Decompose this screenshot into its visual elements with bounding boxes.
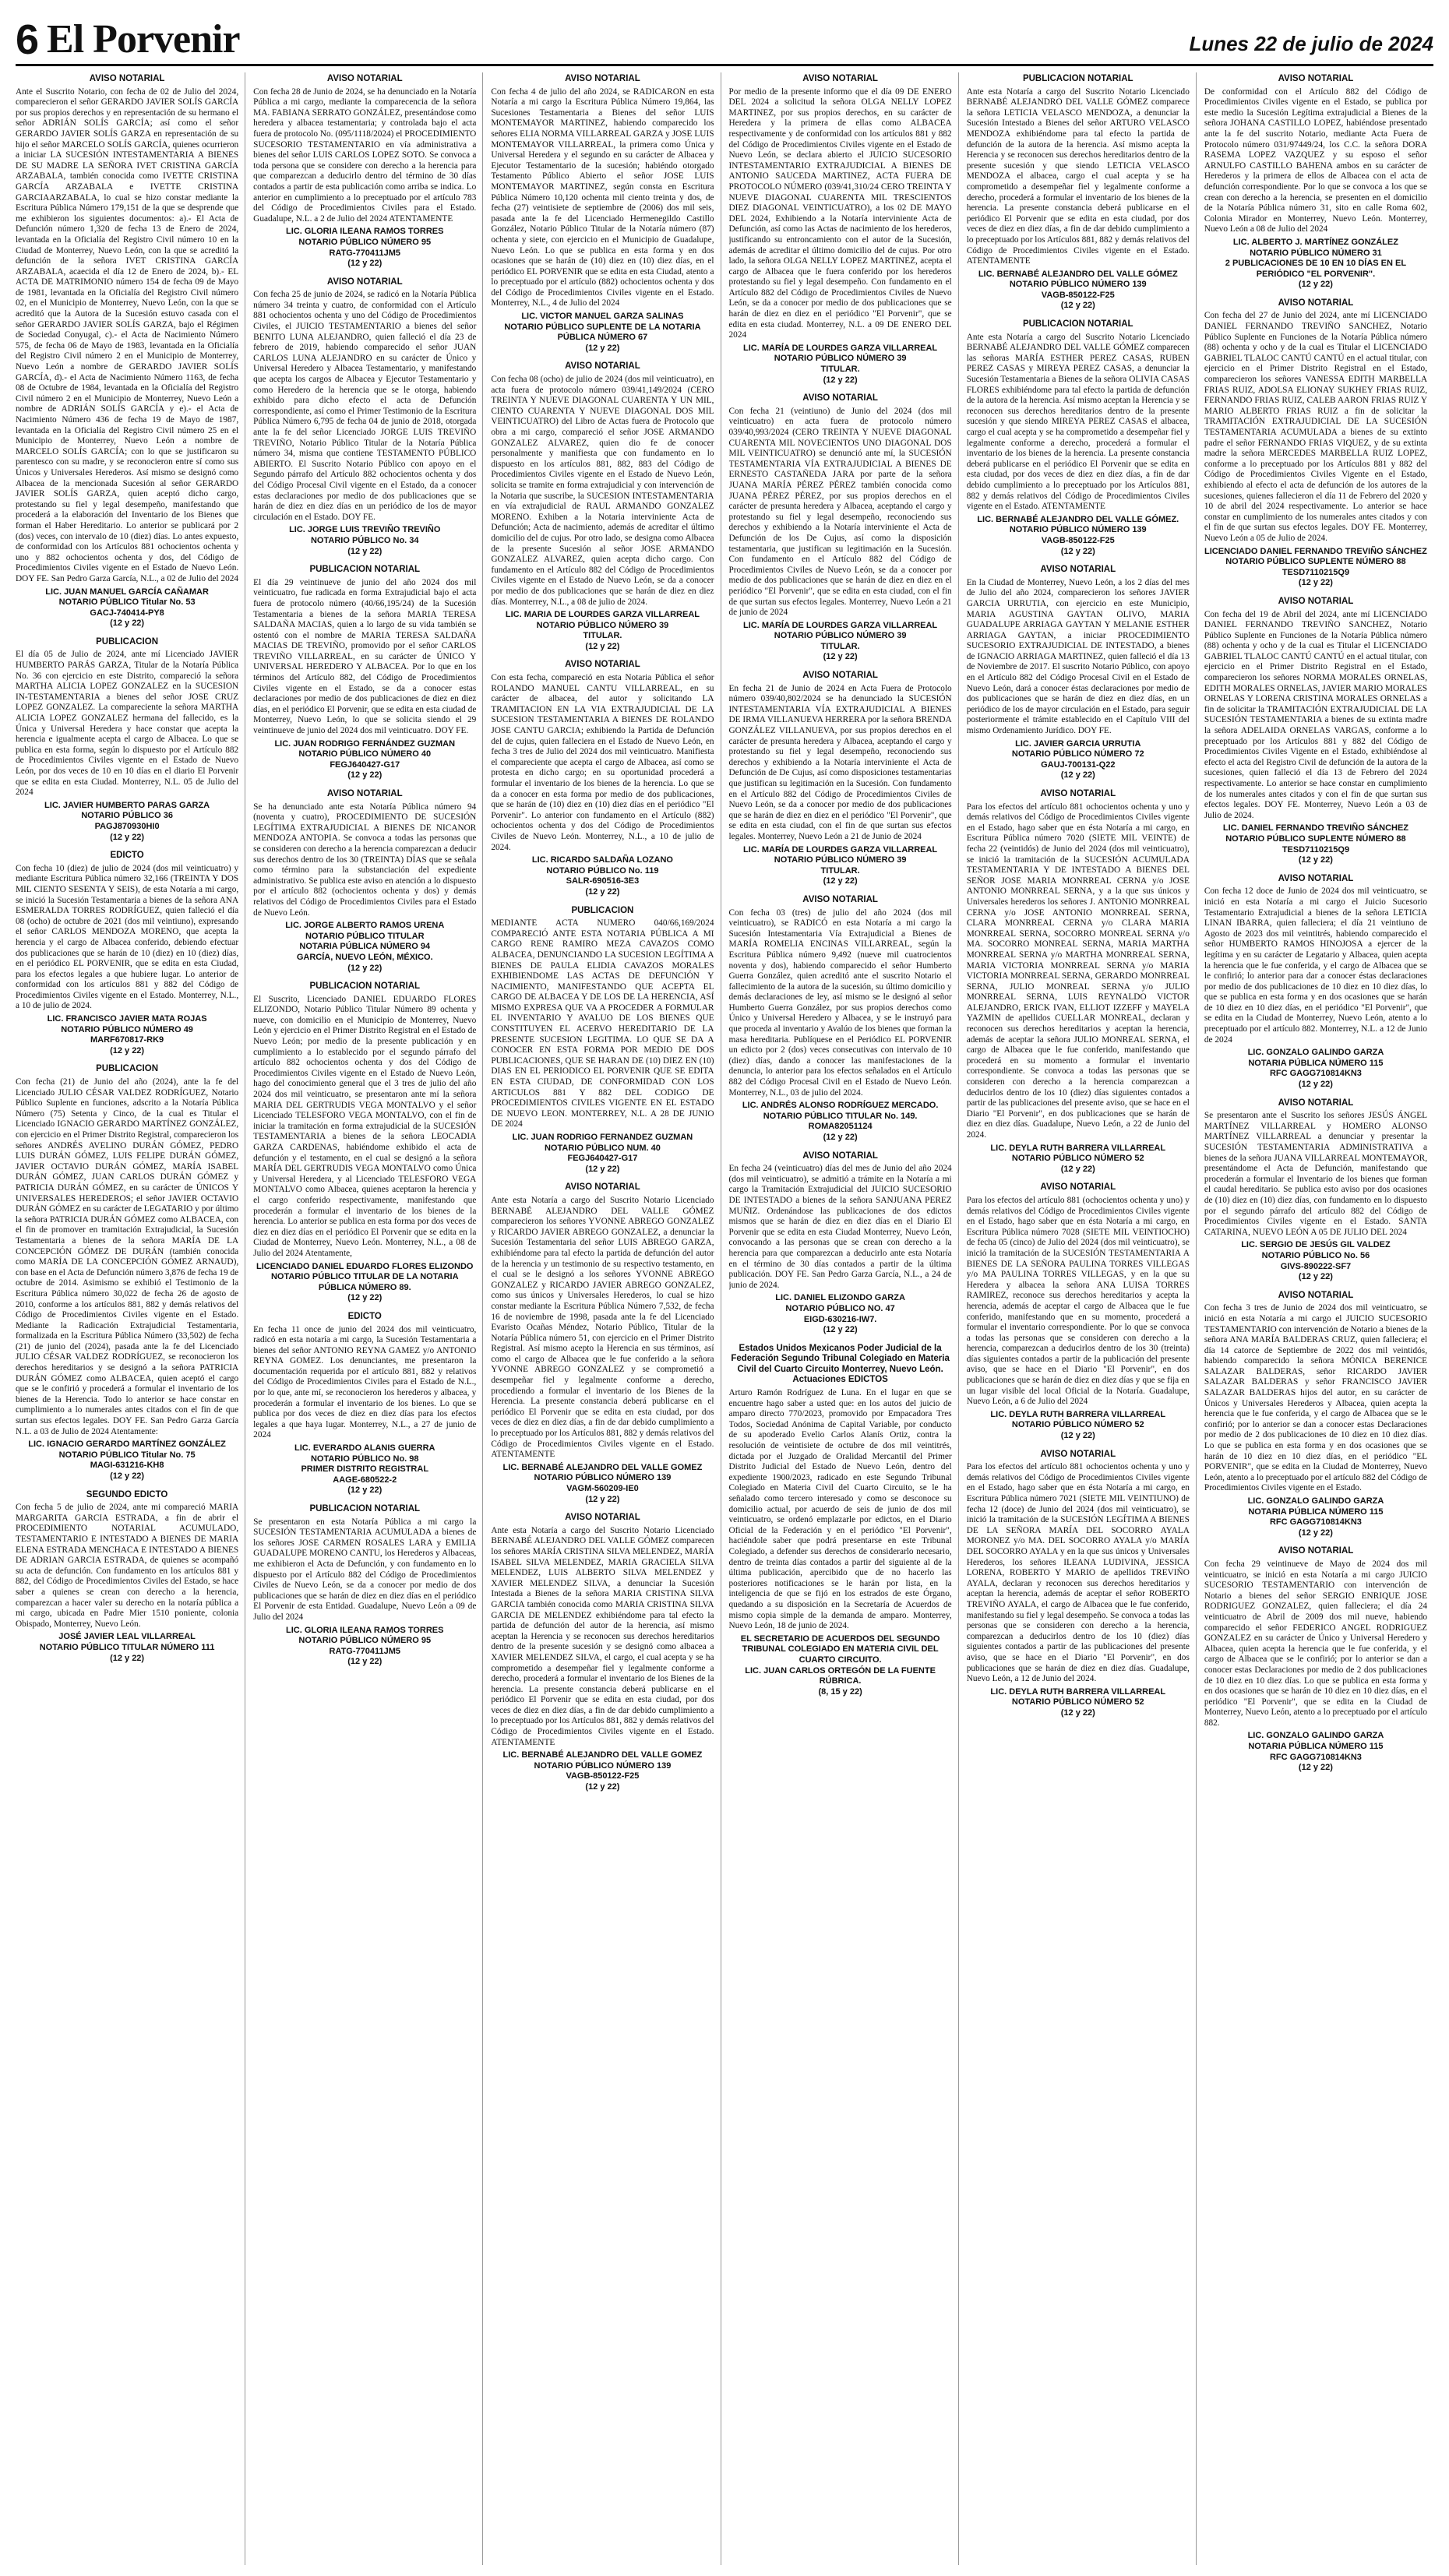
legal-notice — [253, 1504, 476, 1668]
notice-signature: LIC. JUAN RODRIGO FERNANDEZ GUZMAN NOTARIO PÚBLICO NUM. 40 FEGJ640427-G17 — [512, 1133, 693, 1164]
notice-signature: LICENCIADO DANIEL FERNANDO TREVIÑO SÁNCHEZ NOTARIO PÚBLICO SUPLENTE NÚMERO 88 TESD7110215Q9 — [1204, 546, 1427, 577]
notice-signature: LIC. JORGE LUIS TREVIÑO TREVIÑO NOTARIO PÚBLICO No. 34 — [289, 525, 441, 545]
notice-title: AVISO NOTARIAL — [1278, 1098, 1354, 1108]
legal-notice — [1204, 597, 1427, 866]
notice-publication-dates: (12 y 22) — [347, 546, 383, 556]
notice-title: PUBLICACION — [571, 905, 634, 915]
notice-title: PUBLICACION NOTARIAL — [309, 1504, 421, 1514]
notice-signature: LIC. JUAN RODRIGO FERNÁNDEZ GUZMAN NOTARIO PÚBLICO NÚMERO 40 FEGJ640427-G17 — [274, 738, 456, 770]
notice-publication-dates: (12 y 22) — [347, 259, 383, 269]
notice-body: En la Ciudad de Monterrey, Nuevo León, a los 2 días del mes de Julio del año 2024, comparecieron los señores JAVIER GARCIA URRUTIA, con ejercicio en este Municipio, MARIA AGUSTINA GAYTAN OLIVO, MARIA GUADALUPE ARRIAGA GAYTAN Y MELANIE ESTHER ARRIAGA GAYTAN, a iniciar PROCEDIMIENTO SUCESORIO EXTRAJUDICIAL DE INTESTADO, a bienes de IGNACIO ARRIAGA MARTINEZ, quien falleció el día 13 de Noviembre de 2017. El suscrito Notario Público, con apoyo en el Artículo 882 del Código Procesal Civil en el Estado de Nuevo León, dará a conocer éstas declaraciones por medio de dos publicaciones que se harán de diez en diez días, en un periódico de los de mayor circulación en el Estado, para seguir posteriormente el trámite establecido en el Capítulo VIII del mismo Ordenamiento Jurídico. DOY FE. — [966, 577, 1190, 736]
notice-publication-dates: (12 y 22) — [1298, 1528, 1333, 1538]
notice-publication-dates: (12 y 22) — [347, 1657, 383, 1667]
notice-title: AVISO NOTARIAL — [1040, 1182, 1116, 1193]
notice-signature: LIC. ALBERTO J. MARTÍNEZ GONZÁLEZ NOTARIO PÚBLICO NÚMERO 31 2 PUBLICACIONES DE 10 EN 10 DÍAS EN EL PERIÓDICO "EL PORVENIR". — [1225, 237, 1407, 279]
notice-title: AVISO NOTARIAL — [1040, 789, 1116, 798]
notice-body: Con fecha 5 de julio de 2024, ante mi compareció MARIA MARGARITA GARCIA ESTRADA, a fin de abrir el PROCEDIMIENTO NOTARIAL ACUMULADO, TESTAMENTARIO E INTESTADO A BIENES DE MARIA ELENA ESTRADA MENCHACA E INTESTADO A BIENES DE ADRIAN GARCIA ESTRADA, de quienes se acompañó su acta de defunción. Con fundamento en los artículos 881 y 882, del Código de Procedimientos Civiles del Estado, se hace saber a quienes se crean con derecho a la herencia, comparezcan a hacer valer su derecho en la notaría pública a mi cargo, ubicada en Padre Mier 1510 poniente, colonia Obispado, Monterrey, Nuevo León. — [16, 1503, 239, 1629]
notice-columns — [16, 72, 1433, 2565]
notice-body: Para los efectos del artículo 881 (ochocientos ochenta y uno) y demás relativos del Código de Procedimientos Civiles vigente en el Estado, hago saber que en ésta Notaría a mi cargo, en Escritura Pública número 7028 (SIETE MIL VEINTIOCHO) de fecha 05 (cinco) de Julio del 2024 (dos mil veinticuatro), se inició la tramitación de la SUCESIÓN TESTAMENTARIA A BIENES DE LA SEÑORA PAULINA TORRES VILLEGAS y/o MA PAULINA TORRES VILLEGAS, y en la que su Heredera y albacea la señora ANA LUISA TORRES RAMIREZ, reconoce sus derechos hereditarios y acepta la herencia, además de aceptar el cargo de Albacea que le fue conferido, manifestando que en su momento, procederá a formular el inventario correspondiente. Por lo que se convoca a todas las personas que se consideren con derecho a la herencia, comparezcan a deducirlos dentro de los 30 (treinta) días siguientes contados a partir de la publicación del presente aviso, que se hace en el Diario "El Porvenir", en dos publicaciones que se harán de diez en diez días y que se fija en un lugar visible del local Oficial de la Notaría. Guadalupe, Nuevo León, a 6 de Julio del 2024 — [966, 1195, 1190, 1407]
notice-signature: LIC. IGNACIO GERARDO MARTÍNEZ GONZÁLEZ NOTARIO PÚBLICO Titular No. 75 MAGI-631216-KH8 — [28, 1440, 226, 1471]
notice-body: Se presentaron ante el Suscrito los señores JESÚS ÁNGEL MARTÍNEZ VILLARREAL y HOMERO ALONSO MARTÍNEZ VILLARREAL a denunciar y presentar la SUCESIÓN TESTAMENTARIA ADMINISTRATIVA a bienes de la señora JUANA VILLARREAL MONTEMAYOR, presentándome el Acta de Defunción, manifestando que procederán a formular el Inventario de los bienes que forman el caudal hereditario. Se publica esto aviso por dos ocasiones de (10) diez en (10) diez días, con fundamento en lo dispuesto por el segundo párrafo del artículo 882 del Código de Procedimientos Civiles vigente en el Estado. SANTA CATARINA, NUEVO LEÓN A 05 DE JULIO DEL 2024 — [1204, 1111, 1428, 1237]
notice-signature: LIC. GONZALO GALINDO GARZA NOTARIA PÚBLICA NÚMERO 115 RFC GAGG710814KN3 — [1247, 1496, 1384, 1528]
masthead — [16, 14, 1433, 66]
notice-body: Se presentaron en esta Notaría Pública a mi cargo la SUCESIÓN TESTAMENTARIA ACUMULADA a bienes de los señores JOSE CARMEN ROSALES LARA y EMILIA GUADALUPE MORENO CANTU, los Herederos y Albaceas, me exhibieron el Acta de Defunción, y con fundamento en lo dispuesto por el Artículo 882 del Código de Procedimientos Civiles de Nuevo León, se da a conocer por medio de dos publicaciones que se harán de diez en diez días en el periódico El Porvenir de esta Entidad. Guadalupe, Nuevo León a 09 de Julio del 2024 — [253, 1517, 477, 1622]
notice-title: AVISO NOTARIAL — [565, 74, 640, 83]
notice-title: AVISO NOTARIAL — [1040, 565, 1116, 575]
legal-notice — [253, 789, 476, 974]
notice-publication-dates: (12 y 22) — [1298, 1763, 1333, 1773]
notice-signature: LIC. VICTOR MANUEL GARZA SALINAS NOTARIO PÚBLICO SUPLENTE DE LA NOTARIA PÚBLICA NÚMERO 67 — [504, 312, 701, 343]
notice-body: En fecha 11 once de junio del 2024 dos mil veinticuatro, radicó en esta notaría a mi cargo, la Sucesión Testamentaria a bienes del señor ANTONIO REYNA GAMEZ y/o ANTONIO REYNA GOMEZ. Los denunciantes, me presentaron la documentación requerida por el artículo 881, 882 y relativos del Código de Procedimientos Civiles para el Estado de N.L., por lo que, ante mí, se reconocieron los herederos y albacea, y procederán a formular el inventario de los bienes. Lo que se publica por dos veces de diez en diez días para los efectos legales a que haya lugar. Monterrey, N.L., a 27 de junio de 2024 — [253, 1324, 477, 1440]
page-number: 6 — [16, 16, 40, 63]
legal-notice — [253, 1312, 476, 1496]
notice-signature: LIC. SERGIO DE JESÚS GIL VALDEZ NOTARIO PÚBLICO No. 56 GIVS-890222-SF7 — [1241, 1240, 1391, 1271]
notice-body: Con fecha 12 doce de Junio de 2024 dos mil veinticuatro, se inició en esta Notaría a mi cargo el Juicio Sucesorio Testamentario Extrajudicial a bienes de la señora LETICIA LINAN IBARRA, quien falleciera; el día 21 veintiuno de Agosto de 2023 dos mil veintitrés, habiendo comparecido el señor HUMBERTO RAMOS HINOJOSA a ejercer de la legítima y en su carácter de Legatario y Albacea, quien acepta la herencia que le fue conferida, y el cargo de Albacea que se le confirió; lo anterior para dar a conocer éstas declaraciones por medio de dos publicaciones de 10 diez en 10 diez días, lo que se publica en esta forma y en dos ocasiones que se harán de 10 diez en 10 diez días, en el periódico "El Porvenir", que se edita en la Ciudad de Monterrey, Nuevo León, atento a lo preceptuado por el artículo 882. Monterrey, N.L. a 12 de Junio de 2024 — [1204, 886, 1428, 1045]
legal-notice — [729, 895, 952, 1144]
notice-body: MEDIANTE ACTA NUMERO 040/66,169/2024 COMPARECIÓ ANTE ESTA NOTARIA PÚBLICA A MI CARGO RENE RAMIRO MEZA CAVAZOS COMO ALBACEA, DENUNCIANDO LA SUCESION LEGÍTIMA A BIENES DE PAULA ELIDIA CAVAZOS MORALES EXHIBIENDOME LAS ACTAS DE DEFUNCIÓN Y NACIMIENTO, MANIFESTANDO QUE ACEPTA EL CARGO DE ALBACEA Y DE LOS DE LA HERENCIA, ASÍ MISMO EXPRESA QUE VA A PROCEDER A FORMULAR EL INVENTARIO Y AVALUO DE LOS BIENES QUE CONSTITUYEN EL ACERVO HEREDITARIO DE LA PRESENTE SUCESION LEGITIMA. LO QUE SE DA A CONOCER EN ESTA FORMA POR MEDIO DE DOS PUBLICACIONES, QUE SE HARAN DE (10) DIEZ EN (10) DIAS EN EL PERIODICO EL PORVENIR QUE SE EDITA EN ESTA CIUDAD, DE CONFORMIDAD CON LOS ARTICULOS 881 Y 882 DEL CODIGO DE PROCEDIMIENTOS CIVILES VIGENTE EN EL ESTADO DE NUEVO LEON. MONTERREY, N.L. A 28 DE JUNIO DE 2024 — [491, 918, 714, 1129]
legal-notice — [491, 1513, 714, 1792]
legal-notice — [967, 789, 1190, 1175]
notice-publication-dates: (12 y 22) — [110, 1045, 145, 1055]
legal-notice — [729, 393, 952, 663]
notice-body: Con fecha del 19 de Abril del 2024, ante mí LICENCIADO DANIEL FERNANDO TREVIÑO SANCHEZ, Notario Público Suplente en Funciones de la Notaría Pública número (88) ochenta y ocho y de la cual es Titular el LICENCIADO GABRIEL TLALOC CANTÚ CANTÚ en el actual titular, con ejercicio en el Primer Distrito Registral en el Estado, comparecieron los señores NORMA MORALES ORNELAS, EDITH MORALES ORNELAS, JAVIER MARIO MORALES ORNELAS Y LORENA CRISTINA MORALES ORNELAS a fin de solicitar la TRAMITACIÓN EXTRAJUDICIAL DE LA SUCESIÓN TESTAMENTARIA a bienes de su extinta madre la señora ADELAIDA ORNELAS VARGAS, conforme a lo preceptuado por los Artículos 881 y 882 del Código de Procedimientos Civiles Vigente en el Estado, exhibiéndose al efecto el acta del Registro Civil de defunción de la autora de la sucesiones, quien falleció el día 13 de Febrero del 2024 respectivamente. Lo anterior se hace constar en cumplimiento de los numerales antes citados y con el fin de que surtan sus efectos legales. DOY FE. Monterrey, Nuevo León a 03 de Julio de 2024. — [1204, 609, 1428, 820]
notice-title: AVISO NOTARIAL — [802, 671, 878, 681]
notice-signature: LIC. JAVIER GARCIA URRUTIA NOTARIO PÚBLICO NÚMERO 72 GAUJ-700131-Q22 — [1011, 738, 1144, 770]
notice-body: Con fecha 4 de julio del año 2024, se RADICARON en esta Notaría a mi cargo la Escritura Pública Número 19,864, las Sucesiones Testamentaria a Bienes del señor LUIS MONTEMAYOR MARTINEZ, habiendo comparecido los señores ELIA NORMA VILLARREAL GARZA y JOSE LUIS MONTEMAYOR VILLARREAL, la primera como Única y Universal Heredera y el segundo en su carácter de Albacea y Ejecutor Testamentario de la sucesión; habiéndo otorgado Testamento Público Abierto el señor JOSE LUIS MONTEMAYOR MARTINEZ, según consta en Escritura Pública Número 10,120 ochenta mil ciento treinta y dos, de fecha (27) veintisiete de septiembre de (2006) dos mil seis, pasada ante la fe del Licenciado Hermenegildo Castillo González, Notario Público Titular de la Notaría número (87) ochenta y siete, con ejercicio en el Municipio de Guadalupe, Nuevo León. Lo que se publica en esta forma y en dos ocasiones que se harán de (10) diez en (10) diez días, en el periódico EL PORVENIR que se edita en esta Ciudad, atento a lo preceptuado por el artículo (882) ochocientos ochenta y dos del Código de Procedimientos Civiles vigente en el Estado. Monterrey, N.L., 4 de Julio del 2024 — [491, 86, 714, 308]
notice-title: AVISO NOTARIAL — [326, 789, 403, 798]
legal-notice — [1204, 1291, 1427, 1539]
legal-notice — [491, 660, 714, 897]
notice-publication-dates: (12 y 22) — [347, 963, 383, 973]
column-2 — [253, 72, 483, 2565]
notice-title: AVISO NOTARIAL — [802, 894, 878, 904]
legal-notice — [491, 1182, 714, 1505]
notice-publication-dates: (12 y 22) — [823, 652, 858, 662]
legal-notice — [1204, 874, 1427, 1091]
notice-publication-dates: (12 y 22) — [1298, 578, 1333, 588]
column-1 — [16, 72, 245, 2565]
notice-title: AVISO NOTARIAL — [326, 277, 403, 287]
legal-notice — [729, 1151, 952, 1336]
legal-notice — [491, 906, 714, 1175]
notice-signature: LIC. BERNABÉ ALEJANDRO DEL VALLE GOMEZ NOTARIO PÚBLICO NÚMERO 139 VAGM-560209-IE0 — [502, 1462, 703, 1493]
notice-title: AVISO NOTARIAL — [802, 74, 878, 83]
notice-title: AVISO NOTARIAL — [326, 74, 403, 83]
notice-body: Ante esta Notaría a cargo del Suscrito Notario Licenciado BERNABÉ ALEJANDRO DEL VALLE GÓMEZ comparecieron los señores YVONNE ABREGO GONZALEZ y RICARDO JAVIER ABREGO GONZALEZ, a denunciar la Sucesión Testamentaria del señor LUIS ABREGO GARZA, exhibiéndome para tal efecto la partida de defunción del autor de la herencia y un testimonio de su respectivo testamento, en el cual se le designó a los señores YVONNE ABREGO GONZALEZ y RICARDO JAVIER ABREGO GONZALEZ, como sus únicos y Universales Herederos, lo cual se hizo constar mediante la Escritura Pública Número 7,532, de fecha 16 de noviembre de 1998, pasada ante la fe del Licenciado Evaristo Ocañas Méndez, Notario Público, Titular de la Notaría Pública número 51, con ejercicio en el Primer Distrito Registral. Así mismo acepto la Herencia en sus términos, así como el cargo de Albacea que le fue conferido a la señora YVONNE ABREGO GONZALEZ y se comprometió a desempeñar fiel y legalmente conforme a derecho, procediendo a formular el inventario de los Bienes de la Herencia. La presente constancia deberá publicarse en el periódico El Porvenir que se edita en esta ciudad, por dos veces de diez en diez días, a fin de dar debido cumplimiento a lo preceptuado por los Artículos 881, 882 y demás relativos del Código de Procedimientos Civiles vigente en el Estado. ATENTAMENTE — [491, 1195, 714, 1460]
column-4 — [729, 72, 959, 2565]
notice-signature: LIC. JAVIER HUMBERTO PARAS GARZA NOTARIO PÚBLICO 36 PAGJ870930HI0 — [44, 800, 210, 831]
notice-publication-dates: (12 y 22) — [585, 1782, 620, 1792]
legal-notice — [967, 1182, 1190, 1441]
legal-notice — [729, 74, 952, 386]
legal-notice — [253, 981, 476, 1304]
notice-title: PUBLICACION NOTARIAL — [1022, 74, 1133, 83]
notice-publication-dates: (12 y 22) — [823, 1325, 858, 1335]
notice-publication-dates: (12 y 22) — [585, 1494, 620, 1504]
notice-publication-dates: (12 y 22) — [1298, 1272, 1333, 1282]
notice-title: AVISO NOTARIAL — [1278, 873, 1354, 883]
legal-notice — [1204, 74, 1427, 291]
notice-body: Con fecha 03 (tres) de julio del año 2024 (dos mil veinticuatro), se RADICÓ en esta Notaría a mi cargo la Sucesión Intestamentaria Vía Extrajudicial a Bienes de MARÍA ROMELIA ENCINAS VILLARREAL, según la Escritura Pública número 9,492 (nueve mil cuatrocientos noventa y dos), habiendo comparecido el señor Humberto Guerra González, quien acreditó ante el suscrito Notario el fallecimiento de la autora de la sucesión, su último domicilio y demás declaraciones de ley, así mismo se le designó al señor Humberto Guerra González, por sus propios derechos como Único y Universal Heredero y Albacea, y se le instruyó para que proceda al inventario y Avalúo de los bienes que forman la masa hereditaria. Publíquese en el Periódico EL PORVENIR un edicto por 2 (dos) veces consecutivas con intervalo de 10 (diez) días, dando a conocer las manifestaciones de la denuncia, lo anterior para los efectos señalados en el Artículo 882 del Código Procesal Civil en el Estado de Nuevo León. Monterrey, N.L., 03 de julio del 2024. — [728, 907, 952, 1098]
notice-title: AVISO NOTARIAL — [1278, 74, 1354, 83]
legal-notice — [967, 1450, 1190, 1719]
notice-publication-dates: (12 y 22) — [823, 1133, 858, 1142]
legal-notice — [967, 74, 1190, 312]
notice-body: Con fecha 10 (diez) de julio de 2024 (dos mil veinticuatro) y mediante Escritura Pública número 32,166 (TREINTA Y DOS MIL CIENTO SESENTA Y SEIS), de esta Notaría a mi cargo, se inició la Sucesión Testamentaria a bienes de la señora ANA ESMERALDA TORRES RODRÍGUEZ, quien falleció el día 08 (ocho) de octubre de 2021 (dos mil veintiuno), expresando el señor CARLOS MENDOZA MORENO, que acepta la herencia y el cargo de Albacea conferido, debiendo efectuar dos publicaciones que se harán de 10 (diez) en 10 (diez) días, en el periódico EL PORVENIR, que se edita en esta Ciudad, para los efectos legales a que hubiere lugar. Lo anterior de conformidad con los artículos 881 y 882 del Código de Procedimientos Civiles vigente en el Estado. Monterrey, N.L., a 10 de julio de 2024. — [16, 863, 239, 1011]
notice-body: El día 29 veintinueve de junio del año 2024 dos mil veinticuatro, fue radicada en forma Extrajudicial bajo el acta fuera de protocolo número (40/66,195/24) de la Sucesión Testamentaria a bienes de la señora MARIA TERESA SALDAÑA MACIAS, quien a lo largo de su vida también se ostentó con el nombre de MARIA TERESA SALDAÑA MACIAS DE TREVIÑO, promovido por el señor CARLOS TREVIÑO VILLARREAL, en su carácter de ÚNICO Y UNIVERSAL HEREDERO Y ALBACEA. Por lo que en los términos del Artículo 882, del Código de Procedimientos Civiles vigente en el Estado, se da a conocer estas declaraciones por medio de dos publicaciones de diez en diez días, en el periódico El Porvenir, que se edita en esta ciudad de Monterrey, Nuevo León, lo que se solicita siendo el 29 veintinueve de junio del 2024 dos mil veinticuatro. DOY FE. — [253, 577, 477, 736]
legal-notice — [16, 1064, 238, 1482]
notice-publication-dates: (8, 15 y 22) — [818, 1686, 862, 1697]
notice-title: PUBLICACION — [96, 636, 159, 647]
notice-body: Ante el Suscrito Notario, con fecha de 02 de Julio del 2024, comparecieron el señor GERARDO JAVIER SOLÍS GARCÍA por sus propios derechos y en representación de su hermano el señor ADRIÁN SOLÍS GARCÍA; así como el señor GERARDO JAVIER SOLÍS GARZA en representación de su hijo el señor MARCELO SOLÍS GARCÍA, quienes ocurrieron a iniciar LA SUCESIÓN INTESTAMENTARIA A BIENES DE SU MADRE LA SEÑORA IVET CRISTINA GARCÍA ARZABALA, también conocida como IVETTE CRISTINA GARCÍA ARZABALA e IVETTE CRISTINA GARCIAARZABALA, lo cual se hizo constar mediante la Escritura Pública Número 179,151 de la que se desprende que me exhibieron los siguientes documentos: a).- El Acta de Defunción número 1,320 de fecha 13 de Enero de 2024, levantada en la Oficialía del Registro Civil número 10 en la Ciudad de Monterrey, Nuevo León, con la que se acreditó la defunción de la señora IVET CRISTINA GARCÍA ARZABALA, acaecida el día 12 de Enero de 2024, b).- EL ACTA DE MATRIMONIO número 154 de fecha 09 de Mayo de 1981, levantada en la Oficialía del Registro Civil número 02, en el Municipio de Monterrey, Nuevo León, con la que se acreditó que la Autora de la Sucesión estuvo casada con el señor GERARDO JAVIER SOLÍS GARZA, bajo el Régimen de Sociedad Conyugal, c).- el Acta de Nacimiento Número 575, de fecha 06 de Mayo de 1983, levantada en la Oficialía del Registro Civil número 2 en el Municipio de Monterrey, Nuevo León a nombre de GERARDO JAVIER SOLÍS GARCÍA, d).- el Acta de Nacimiento Número 1163, de fecha 08 de Octubre de 1984, levantada en la Oficialía del Registro Civil número 2 en el Municipio de Monterrey, Nuevo León a nombre de ADRIÁN SOLÍS GARCÍA y e).- el Acta de Nacimiento Número 436 de fecha 19 de Mayo de 1987, levantada en la Oficialía del Registro Civil número 25 en el Municipio de Monterrey, Nuevo León a nombre de MARCELO SOLÍS GARCÍA; con lo que se justificaron su parentesco con su madre, y se reconocieron entre sí como sus Únicos y Universales Herederos. Así mismo se designó como Albacea de la mencionada Sucesión al señor GERARDO JAVIER SOLÍS GARZA, quien aceptó dicho cargo, protestando su fiel y legal desempeño, manifestando que procederá a la elaboración del Inventario de los Bienes que forman el Haber Hereditario. Lo anterior se publicará por 2 (dos) veces, con intervalo de 10 (diez) días. Lo antes expuesto, de conformidad con los Artículos 881 ochocientos ochenta y uno y 882 ochocientos ochenta y dos, del Código de Procedimientos Civiles vigente en el Estado de Nuevo León. DOY FE. San Pedro Garza García, N.L., a 02 de Julio del 2024 — [16, 86, 239, 583]
notice-title: EDICTO — [110, 851, 144, 861]
notice-title: SEGUNDO EDICTO — [86, 1489, 168, 1499]
notice-publication-dates: (12 y 22) — [1298, 855, 1333, 865]
legal-notice — [729, 1344, 952, 1698]
legal-notice — [16, 637, 238, 843]
notice-body: De conformidad con el Artículo 882 del Código de Procedimientos Civiles vigente en el Estado, se publica por este medio la Sucesión Legítima extrajudicial a Bienes de la señora JOHANA CASTILLO LOPEZ, habiéndose presentado ante la fe del suscrito Notario, mediante Acta Fuera de Protocolo número 031/97449/24, los C.C. la señora DORA RASEMA LOPEZ VAZQUEZ y su esposo el señor ARNULFO CASTILLO BAHENA ambos en su carácter de Herederos y la primera de ellos de Albacea con el acta de defunción correspondiente. Por lo que se convoca a los que se crean con derecho a la herencia, se presenten en el domicilio de la Notaría Pública número 31, sito en calle Roma 602, Colonia Mirador en Monterrey, Nuevo León. Monterrey, Nuevo León a 08 de Julio del 2024 — [1204, 86, 1428, 234]
notice-signature: LIC. BERNABÉ ALEJANDRO DEL VALLE GÓMEZ NOTARIO PÚBLICO NÚMERO 139 VAGB-850122-F25 — [978, 269, 1178, 300]
notice-publication-dates: (12 y 22) — [110, 1471, 145, 1481]
notice-publication-dates: (12 y 22) — [347, 1485, 383, 1496]
notice-publication-dates: (12 y 22) — [1060, 1164, 1095, 1174]
legal-notice — [491, 74, 714, 354]
notice-signature: LIC. JORGE ALBERTO RAMOS URENA NOTARIO PÚBLICO TITULAR NOTARIA PÚBLICA NÚMERO 94 GARCÍA, NUEVO LEÓN, MÉXICO. — [285, 921, 445, 962]
notice-publication-dates: (12 y 22) — [347, 770, 383, 781]
notice-body: El Suscrito, Licenciado DANIEL EDUARDO FLORES ELIZONDO, Notario Público Titular Número 89 ochenta y nueve, con domicilio en el Municipio de Monterrey, Nuevo León y ejercicio en el Primer Distrito Registral en el Estado de Nuevo León; por medio de la presente publicación y en cumplimiento a lo establecido por el segundo párrafo del artículo 882 ochocientos ochenta y dos del Código de Procedimientos Civiles vigente en el Estado de Nuevo León, hago del conocimiento general que el 3 tres de julio del año 2024 dos mil veinticuatro, se presentaron ante mí la señora MARIA DEL GERTRUDIS VEGA MONTALVO y el señor Licenciado TELESFORO VEGA MONTALVO, con el fin de iniciar la tramitación en forma extrajudicial de la SUCESIÓN TESTAMENTARIA a bienes de la señora LEOCADIA GARZA CARDENAS, habiéndome exhibido el acta de defunción y el testamento, en el cual se designó a la señora MARÍA DEL GERTRUDIS VEGA MONTALVO como Única y Universal Heredera, y al Licenciado TELESFORO VEGA MONTALVO como Albacea, quienes aceptaron la herencia y el cargo conferido respectivamente, manifestando que procederán a formular el inventario de los bienes de la herencia. Lo anterior se publica en esta forma por dos veces de diez en diez días en el periódico El Porvenir que se edita en la Ciudad de Monterrey, Nuevo León. Monterrey, N.L., a 08 de Julio del 2024 Atentamente, — [253, 994, 477, 1258]
notice-signature: LIC. GLORIA ILEANA RAMOS TORRES NOTARIO PÚBLICO NÚMERO 95 RATG-770411JM5 — [286, 1625, 444, 1656]
notice-publication-dates: (12 y 22) — [1060, 770, 1095, 781]
notice-signature: LIC. MARÍA DE LOURDES GARZA VILLARREAL NOTARIO PÚBLICO NÚMERO 39 TITULAR. — [743, 343, 938, 375]
notice-body: Con fecha del 27 de Junio del 2024, ante mí LICENCIADO DANIEL FERNANDO TREVIÑO SANCHEZ, Notario Público Suplente en Funciones de la Notaría Pública número (88) ochenta y ocho y de la cual es Titular el LICENCIADO GABRIEL TLALOC CANTÚ CANTÚ en el actual titular, con ejercicio en el Primer Distrito Registral en el Estado, comparecieron los señores VANESSA EDITH MARBELLA FRIAS RUIZ, ADOLSA ELIONAY SUKHEY FRIAS RUIZ, FERNANDO FRIAS RUIZ, CALEB AARON FRIAS RUIZ Y MARIO ALBERTO FRIAS RUIZ a fin de solicitar la TRAMITACIÓN EXTRAJUDICIAL DE LA SUCESIÓN TESTAMENTARIA ACUMULADA a bienes de su extinto padre el señor FERNANDO FRIAS VIQUEZ, y de su extinta madre la señora MERCEDES MARBELLA RUIZ LOPEZ, conforme a lo preceptuado por los Artículos 881 y 882 del Código de Procedimientos Civiles Vigente en el Estado, exhibiendo al efecto el acta de defunción de los autores de la sucesiones, quienes fallecieron el día 11 de Febrero del 2020 y 10 de abril del 2024 respectivamente. Lo anterior se hace constar en cumplimiento de los numerales antes citados y con el fin de que surtan sus efectos legales. DOY FE. Monterrey, Nuevo León a 05 de Julio de 2024. — [1204, 311, 1428, 543]
notice-title: AVISO NOTARIAL — [1278, 596, 1354, 606]
notice-publication-dates: (12 y 22) — [585, 886, 620, 897]
notice-signature: LIC. MARÍA DE LOURDES GARZA VILLARREAL NOTARIO PÚBLICO NÚMERO 39 TITULAR. — [743, 620, 938, 651]
notice-title: AVISO NOTARIAL — [89, 74, 165, 83]
notice-body: Ante esta Notaría a cargo del Suscrito Notario Licenciado BERNABÉ ALEJANDRO DEL VALLE GÓMEZ comparecen las señoras MARÍA ESTHER PEREZ CASAS, RUBEN PEREZ CASAS y MIREYA PEREZ CASAS, a denunciar la Sucesión Testamentaria a Bienes de la señora OLIVIA CASAS FLORES exhibiéndome para tal efecto la partida de defunción de la autora de la herencia. Así mismo aceptan la Herencia y se reconocen sus derechos hereditarios dentro de la presente sucesión y que siendo MIREYA PEREZ CASAS el albacea, cargo el cual acepta y se ha comprometido a desempeñar fiel y legalmente conforme a derecho, procederá a formular el inventario de los bienes de la herencia. La presente constancia deberá publicarse en el periódico El Porvenir que se edita en esta ciudad, por dos veces de diez en diez días, a fin de dar debido cumplimiento a lo preceptuado por los Artículos 881, 882 y demás relativos del Código de Procedimientos Civiles vigente en el Estado. ATENTAMENTE — [966, 332, 1190, 512]
column-6 — [1204, 72, 1433, 2565]
notice-signature: LIC. DEYLA RUTH BARRERA VILLARREAL NOTARIO PÚBLICO NÚMERO 52 — [990, 1143, 1166, 1164]
notice-title: Estados Unidos Mexicanos Poder Judicial de la Federación Segundo Tribunal Colegiado en Materia Civil del Cuarto Circuito Monterrey, Nuevo León. Actuaciones EDICTOS — [731, 1343, 950, 1385]
notice-title: AVISO NOTARIAL — [565, 361, 640, 372]
notice-signature: LICENCIADO DANIEL EDUARDO FLORES ELIZONDO NOTARIO PÚBLICO TITULAR DE LA NOTARIA PÚBLICA NÚMERO 89. — [256, 1261, 474, 1292]
notice-body: Con fecha 3 tres de Junio de 2024 dos mil veinticuatro, se inició en esta Notaría a mi cargo el JUICIO SUCESORIO TESTAMENTARIO con intervención de Notario a bienes de la señora ANA MARÍA BALDERAS CRUZ, quien falleciera; el día 14 catorce de Septiembre de 2022 dos mil veintidós, habiendo comparecido la señora MÓNICA BERENICE SALAZAR BALDERAS, señor RICARDO JAVIER SALAZAR BALDERAS y señor FRANCISCO JAVIER SALAZAR BALDERAS hijos del autor, en su carácter de Únicos y Universales Herederos y Albacea, quien acepta la herencia que le fue conferida, y el cargo de Albacea que se le confirió; por lo anterior se dan a conocer estas Declaraciones por medio de 2 dos publicaciones de 10 diez en 10 diez días. Lo que se publica en esta forma y en dos ocasiones que se harán de 10 diez en 10 diez días, en el periódico "EL PORVENIR", que se edita en la Ciudad de Monterrey, Nuevo León, atento a lo preceptuado por el artículo 882 del Código de Procedimientos Civiles vigente en el Estado. — [1204, 1303, 1428, 1493]
legal-notice — [253, 277, 476, 557]
notice-signature: LIC. DEYLA RUTH BARRERA VILLARREAL NOTARIO PÚBLICO NÚMERO 52 — [990, 1409, 1166, 1430]
notice-title: PUBLICACION NOTARIAL — [309, 981, 421, 992]
notice-title: AVISO NOTARIAL — [565, 660, 640, 670]
notice-title: PUBLICACION NOTARIAL — [309, 565, 421, 575]
notice-body: Con fecha 21 (veintiuno) de Junio del 2024 (dos mil veinticuatro) en acta fuera de protocolo número 039/40,993/2024 (CERO TREINTA Y NUEVE DIAGONAL CUARENTA MIL NOVECIENTOS UNO DIAGONAL DOS MIL VEINTICUATRO) se denunció ante mí, la SUCESIÓN TESTAMENTARIA VÍA EXTRAJUDICIAL A BIENES DE ERNESTO CASTAÑEDA JARA por parte de la señora JUANA MARÍA PÉREZ PÉREZ también conocida como JUANA PÉREZ PÉREZ, por sus propios derechos en el carácter de presunta heredera y Albacea, aceptando el cargo y protestando su fiel y legal desempeño, reconociendo sus derechos y exhibiendo a la Notaría interviniente el Acta de Defunción de los De Cujus, así como la disposición testamentaria, que justifican su legitimación en la Sucesión. Con fundamento en el Artículo 882 del Código de Procedimientos Civiles de Nuevo León, se da a conocer por medio de dos publicaciones que se harán de diez en diez en el periódico "El Porvenir", que se edita en esta ciudad, con el fin de que surtan sus efectos legales. Monterrey, Nuevo León a 21 de junio de 2024 — [728, 406, 952, 618]
notice-signature: LIC. MARIA DE LOURDES GARZA VILLARREAL NOTARIO PÚBLICO NÚMERO 39 TITULAR. — [505, 610, 700, 641]
notice-publication-dates: (12 y 22) — [1298, 1080, 1333, 1090]
notice-title: EDICTO — [347, 1311, 382, 1321]
notice-body: Con fecha 25 de junio de 2024, se radicó en la Notaría Pública número 34 treinta y cuatro, de conformidad con el Artículo 881 ochocientos ochenta y uno del Código de Procedimientos Civiles, el JUICIO TESTAMENTARIO a bienes del señor BENITO LUNA ALEJANDRO, quien falleció el día 23 de febrero de 2019, habiendo comparecido el señor JUAN CARLOS LUNA ALEJANDRO en su carácter de Único y Universal Heredero y Albacea Testamentario, y manifestando que acepta los cargos de Albacea y Ejecutor Testamentario y como Heredero de la herencia que se le otorga, habiendo exhibido para dicho efecto el acta de Defunción correspondiente, así como el Primer Testimonio de la Escritura Pública Número 6,795 de fecha 04 de junio de 2018, otorgada ante la fe del señor Licenciado JORGE LUIS TREVIÑO TREVIÑO, Notario Público Titular de la Notaría Pública número 34, misma que contiene TESTAMENTO PÚBLICO ABIERTO. El Suscrito Notario Público con apoyo en el Segundo párrafo del Artículo 882 ochocientos ochenta y dos del Código Procesal Civil vigente en el Estado, da a conocer estas declaraciones por medio de dos publicaciones que se harán de diez en diez días en un periódico de los de mayor circulación en el Estado. DOY FE. — [253, 290, 477, 522]
notice-body: Con fecha 28 de Junio de 2024, se ha denunciado en la Notaría Pública a mi cargo, mediante la comparecencia de la señora MA. FABIANA SERRATO GONZÁLEZ, presentándose como heredera y albacea testamentaria; y controlada bajo el acta fuera de protocolo No. (095/1118/2024) el PROCEDIMIENTO SUCESORIO TESTAMENTARIO en vía administrativa a bienes del señor LUIS CARLOS LOPEZ SOTO. Se convoca a toda persona que se considere con derecho a la herencia para que comparezcan a deducirlo dentro del término de 30 días contados a partir de esta publicación como arriba se indica. Lo anterior en cumplimiento a lo preceptuado por el artículo 783 del Código de Procedimientos Civiles para el Estado. Guadalupe, N.L. a 2 de Julio del 2024 ATENTAMENTE — [253, 86, 477, 224]
notice-publication-dates: (12 y 22) — [1060, 1707, 1095, 1718]
notice-publication-dates: (12 y 22) — [110, 1653, 145, 1663]
notice-body: Con esta fecha, compareció en esta Notaria Pública el señor ROLANDO MANUEL CANTU VILLARREAL, en su carácter de albacea, del autor y solicitando LA TRAMITACION EN LA VIA EXTRAJUDICIAL DE LA SUCESION TESTAMENTARIA A BIENES DE ROLANDO JOSE CANTU GARCIA; exhibiendo la Partida de Defunción del de cujus, quien falleciera en el Estado de Nuevo León, en fecha 3 tres de Julio del 2024 dos mil veinticuatro. Manifiesta el compareciente que acepta el cargo de Albacea, así como se protesta en dicho cargo; en su oportunidad procederá a formular el inventario de los bienes de la herencia. Lo que se da a conocer en esta forma por medio de dos publicaciones, que se harán de (10) diez en (10) diez días en el periódico "El Porvenir". Lo anterior con fundamento en el Artículo (882) ochocientos ochenta y dos del Código de Procedimientos Civiles de Nuevo León. Monterrey, N.L., a 10 de julio de 2024. — [491, 673, 714, 852]
notice-body: Con fecha 08 (ocho) de julio de 2024 (dos mil veinticuatro), en acta fuera de protocolo número 039/41,149/2024 (CERO TREINTA Y NUEVE DIAGONAL CUARENTA Y UN MIL, CIENTO CUARENTA Y NUEVE DIAGONAL DOS MIL VEINTICUATRO) del Libro de Actas fuera de Protocolo que obra a mi cargo, compareció el señor JOSE ARMANDO GONZALEZ ALVAREZ, quien dio fe de conocer personalmente y manifiesta que con fundamento en lo dispuesto en los artículos 881, 882, 883 del Código de Procedimientos Civiles vigente en el Estado de Nuevo León, solicita se tramite en forma extrajudicial y con intervención de la Notaria que suscribe, la SUCESION INTESTAMENTARIA en vía extrajudicial de RAUL ARMANDO GONZALEZ MORENO. Exhiben a la Notaria interviniente Acta de Defunción; Acta de nacimiento, además de acreditar el último domicilio del de cujus. Por otro lado, se designa como Albacea de la presente Sucesión al señor JOSE ARMANDO GONZALEZ ALVAREZ, quien acepta dicho cargo. Con fundamento en el Artículo 882 del Código de Procedimientos Civiles vigente en el Estado de Nuevo León, se da a conocer por medio de dos publicaciones que se harán de diez en diez días. Monterrey, N.L., a 08 de julio de 2024. — [491, 375, 714, 607]
notice-signature: LIC. MARÍA DE LOURDES GARZA VILLARREAL NOTARIO PÚBLICO NÚMERO 39 TITULAR. — [743, 844, 938, 876]
notice-signature: LIC. GONZALO GALINDO GARZA NOTARIA PÚBLICA NÚMERO 115 RFC GAGG710814KN3 — [1247, 1731, 1384, 1762]
notice-signature: LIC. DANIEL ELIZONDO GARZA NOTARIO PÚBLICO NO. 47 EIGD-630216-IW7. — [775, 1293, 905, 1324]
legal-notice — [16, 1490, 238, 1665]
notice-body: Arturo Ramón Rodríguez de Luna. En el lugar en que se encuentre hago saber a usted que: en los autos del juicio de amparo directo 770/2023, promovido por Empacadora Tres Todos, Sociedad Anónima de Capital Variable, por conducto de su apoderado Evelio Carlos Alanís Ortiz, contra la resolución de veintisiete de octubre de dos mil veintitrés, dictada por el Juzgado de Oralidad Mercantil del Primer Distrito Judicial del Estado de Nuevo León, dentro del expediente 1900/2023, radicado en este Segundo Tribunal Colegiado en Materia Civil del Cuarto Circuito, se le ha señalado como tercero interesado y como se desconoce su domicilio actual, por acuerdo de seis de junio de dos mil veinticuatro, se ordenó emplazarle por edictos, en el Diario Oficial de la Federación y en el periódico "El Porvenir", haciéndole saber que podrá presentarse en este Tribunal Colegiado, a defender sus derechos de considerarlo necesario, dentro de treinta días contados a partir del siguiente al de la última publicación, apercibido que de no hacerlo las posteriores notificaciones se le harán por lista, en la inteligencia de que se fijó en los estrados de este Órgano, quedando a su disposición en la Secretaría de Acuerdos de mismo copia simple de la demanda de amparo. Monterrey, Nuevo León, 18 de junio de 2024. — [728, 1388, 952, 1631]
notice-signature: LIC. RICARDO SALDAÑA LOZANO NOTARIO PÚBLICO No. 119 SALR-690516-3E3 — [531, 855, 673, 886]
notice-body: El día 05 de Julio de 2024, ante mí Licenciado JAVIER HUMBERTO PARÁS GARZA, Titular de la Notaría Pública No. 36 con ejercicio en este Distrito, compareció la señora MARTHA ALICIA LOPEZ GONZALEZ en la SUCESION IN-TESTAMENTARIA a bienes del señor JOSE CRUZ LOPEZ GONZALEZ. La compareciente la señora MARTHA ALICIA LOPEZ GONZALEZ hermana del fallecido, es la Única y Universal Heredera y hace constar que acepta la herencia e igualmente acepta el cargo de Albacea. Lo que se publica en esta forma, según lo dispuesto por el Artículo 882 de Procedimientos Civiles vigente en el Estado de Nuevo León, por dos veces de 10 en 10 días en el diario El Porvenir que se edita en esta Ciudad. Monterrey, N.L. 05 de Julio del 2024 — [16, 650, 239, 798]
notice-signature: LIC. DANIEL FERNANDO TREVIÑO SÁNCHEZ NOTARIO PÚBLICO SUPLENTE NÚMERO 88 TESD7110215Q9 — [1222, 823, 1409, 855]
legal-notice — [16, 74, 238, 629]
notice-signature: JOSÉ JAVIER LEAL VILLARREAL NOTARIO PÚBLICO TITULAR NÚMERO 111 — [39, 1632, 215, 1652]
legal-notice — [253, 74, 476, 270]
notice-title: AVISO NOTARIAL — [1040, 1449, 1116, 1459]
notice-title: AVISO NOTARIAL — [1278, 298, 1354, 308]
notice-title: AVISO NOTARIAL — [802, 393, 878, 403]
notice-body: Ante esta Notaría a cargo del Suscrito Notario Licenciado BERNABÉ ALEJANDRO DEL VALLE GÓMEZ comparece la señora LETICIA VELASCO MENDOZA, a denunciar la Sucesión Intestado a Bienes del señor ARTURO VELASCO MENDOZA exhibiéndome para tal efecto la partida de defunción de la autora de la herencia. Así mismo acepta la Herencia y se reconocen sus derechos hereditarios dentro de la presente sucesión y que siendo LETICIA VELASCO MENDOZA el albacea, cargo el cual acepta y se ha comprometido a desempeñar fiel y legalmente conforme a derecho, procederá a formular el inventario de los bienes de la herencia. La presente constancia deberá publicarse en el periódico El Porvenir que se edita en esta ciudad, por dos veces de diez en diez días, a fin de dar debido cumplimiento a lo preceptuado por los Artículos 881, 882 y demás relativos del Código de Procedimientos Civiles vigente en el Estado. ATENTAMENTE — [966, 86, 1190, 266]
notice-body: Para los efectos del artículo 881 ochocientos ochenta y uno y demás relativos del Código de Procedimientos Civiles vigente en el Estado, hago saber que en ésta Notaría a mi cargo, en Escritura Pública número 7021 (SIETE MIL VEINTIUNO) de fecha 12 (doce) de Junio del 2024 (dos mil veinticuatro), se inició la tramitación de la SUCESIÓN LEGÍTIMA A BIENES DE LA SEÑORA MARÍA DEL SOCORRO AYALA MORONEZ y/o MA. DEL SOCORRO AYALA y/o MARÍA DEL SOCORRO AYALA y en la que sus únicos y Universales Herederos, los señores ILEANA LUDIVINA, JESSICA LORENA, ROBERTO Y MARIO de apellidos TREVIÑO AYALA, declaran y reconocen sus derechos hereditarios y aceptan la herencia, además de aceptar el señor ROBERTO TREVIÑO AYALA, el cargo de Albacea que le fue conferido, manifestando su fiel y legal desempeño. Se convoca a todas las personas que se consideren con derecho a la herencia, comparezcan a deducirlos dentro de los 10 (diez) días siguientes contados a partir de las publicaciones del presente aviso, que se hace en el Diario "El Porvenir", en dos publicaciones que se harán de diez en diez días. Guadalupe, Nuevo León, a 12 de Junio del 2024. — [966, 1462, 1190, 1684]
notice-body: Para los efectos del artículo 881 ochocientos ochenta y uno y demás relativos del Código de Procedimientos Civiles vigente en el Estado, hago saber que en ésta Notaría a mi cargo, en Escritura Pública número 7020 (SIETE MIL VEINTE) de fecha 22 (veintidós) de Junio del 2024 (dos mil veinticuatro), se inició la tramitación de la SUCESIÓN ACUMULADA TESTAMENTARIA Y DE INTESTADO A BIENES DEL SEÑOR JOSE MARIA MONRREAL CERNA y/o JOSE ANTONIO MONRREAL SERNA, y a la que sus únicos y Universales herederos los señores J. ANTONIO MONRREAL CERNA y/o JOSE ANTONIO MONRREAL SERNA, CLARA MONRREAL CERNA y/o CLARA MARIA MONRREAL SERNA, SOCORRO MONREAL SERNA y/o MA. SOCORRO MONREAL SERNA, MARIA MARTHA MONRREAL SERNA y/o MARTHA MONRREAL SERNA, MARIA VICTORIA MONRREAL SERNA y/o MARIA VICTORIA MONRREAL SERNA, GERARDO MONRREAL SERNA, JULIO MONREAL SERNA y/o JULIO MONRREAL SERNA, LUIS REYNALDO VICTOR ALEJANDRO, ERICK IVAN, ELLIOT IZZEFF y MAYELA YAZMIN de apellidos CUELLAR MONREAL, declaran y reconocen sus derechos hereditarios y aceptan la herencia, además de aceptar la señora JULIO MONREAL SERNA, el cargo de Albacea que le fue conferido, manifestando que procederá en su momento a formular el inventario correspondiente. Se convoca a todas las personas que se consideren con derecho a la herencia comparezcan a deducirlos dentro de los 10 (diez) días siguientes contados a partir de las publicaciones del presente aviso, que se hace en el Diario "El Porvenir", en dos publicaciones que se harán de diez en diez días. Guadalupe, Nuevo León, a 22 de Junio del 2024. — [966, 802, 1190, 1140]
legal-notice — [967, 319, 1190, 557]
notice-body: En fecha 21 de Junio de 2024 en Acta Fuera de Protocolo número 039/40,802/2024 se ha denunciado la SUCESIÓN INTESTAMENTARIA VÍA EXTRAJUDICIAL A BIENES DE IRMA VILLANUEVA HERRERA por la señora BRENDA GONZÁLEZ VILLANUEVA, por sus propios derechos en el carácter de presunta heredera y Albacea, aceptando el cargo y protestando su fiel y legal desempeño, reconociendo sus derechos y exhibiendo a la Notaría interviniente el Acta de Defunción de De Cujus, así como disposiciones testamentarias que justifican su legitimación en la Sucesión. Con fundamento en el Artículo 882 del Código de Procedimientos Civiles de Nuevo León, se da a conocer por medio de dos publicaciones que se harán de diez en diez en el periódico "El Porvenir", que se edita en esta ciudad, con el fin de que surtan sus efectos legales. Monterrey, Nuevo León a 21 de Junio de 2024 — [728, 683, 952, 841]
notice-signature: LIC. DEYLA RUTH BARRERA VILLARREAL NOTARIO PÚBLICO NÚMERO 52 — [990, 1686, 1166, 1707]
notice-publication-dates: (12 y 22) — [1060, 301, 1095, 311]
notice-body: Ante esta Notaría a cargo del Suscrito Notario Licenciado BERNABÉ ALEJANDRO DEL VALLE GÓMEZ comparecen los señores MARÍA CRISTINA SILVA MELENDEZ, MARÍA ISABEL SILVA MELENDEZ, MARIA GRACIELA SILVA MELENDEZ, LUIS ALBERTO SILVA MELENDEZ y XAVIER MELENDEZ SILVA, a denunciar la Sucesión Intestada a Bienes de la señora MARIA CRISTINA SILVA GARCIA también conocida como MARIA CRISTINA SILVA GARCIA DE MELENDEZ exhibiéndome para tal efecto la partida de defunción del autor de la herencia, así mismo aceptan la Herencia y se reconocen sus derechos hereditarios dentro de la presente sucesión y se designó como albacea a XAVIER MELENDEZ SILVA, el cargo, el cual acepta y se ha comprometido a desempeñar fiel y legalmente conforme a derecho, procederá a formular el inventario de los Bienes de la herencia. La presente constancia deberá publicarse en el periódico El Porvenir que se edita en esta ciudad, por dos veces de diez en diez días, a fin de dar debido cumplimiento a lo preceptuado por los Artículos 881, 882 y demás relativos del Código de Procedimientos Civiles vigente en el Estado. ATENTAMENTE — [491, 1525, 714, 1747]
notice-publication-dates: (12 y 22) — [823, 876, 858, 886]
notice-signature: LIC. FRANCISCO JAVIER MATA ROJAS NOTARIO PÚBLICO NÚMERO 49 MARF670817-RK9 — [47, 1014, 207, 1045]
notice-publication-dates: (12 y 22) — [110, 832, 145, 842]
notice-publication-dates: (12 y 22) — [585, 1164, 620, 1174]
notice-body: Se ha denunciado ante esta Notaría Pública número 94 (noventa y cuatro), PROCEDIMIENTO DE SUCESIÓN LEGÍTIMA EXTRAJUDICIAL A BIENES DE NICANOR MENDOZA ANTOPIA. Se convoca a todas las personas que se consideren con derecho a la herencia comparezcan a deducir sus derechos dentro de los 30 (TREINTA) DÍAS que se señala como término para la substanciación del expediente administrativo. Se publica este aviso en atención a lo dispuesto por el artículo 882 (ochocientos ochenta y dos) y demás relativos del Código de Procedimientos Civiles para el Estado de Nuevo León. — [253, 802, 477, 918]
notice-signature: LIC. GLORIA ILEANA RAMOS TORRES NOTARIO PÚBLICO NÚMERO 95 RATG-770411JM5 — [286, 227, 444, 258]
notice-signature: LIC. GONZALO GALINDO GARZA NOTARIA PÚBLICA NÚMERO 115 RFC GAGG710814KN3 — [1247, 1048, 1384, 1079]
notice-publication-dates: (12 y 22) — [823, 375, 858, 385]
notice-signature: LIC. EVERARDO ALANIS GUERRA NOTARIO PÚBLICO No. 98 PRIMER DISTRITO REGISTRAL AAGE-680522-2 — [294, 1443, 435, 1485]
legal-notice — [967, 565, 1190, 781]
notice-publication-dates: (12 y 22) — [585, 641, 620, 651]
notice-publication-dates: (12 y 22) — [585, 343, 620, 353]
notice-title: AVISO NOTARIAL — [1278, 1290, 1354, 1300]
legal-notice — [1204, 1546, 1427, 1773]
legal-notice — [491, 361, 714, 652]
legal-notice — [1204, 1098, 1427, 1283]
legal-notice — [729, 671, 952, 887]
legal-notice — [16, 851, 238, 1056]
notice-signature: EL SECRETARIO DE ACUERDOS DEL SEGUNDO TRIBUNAL COLEGIADO EN MATERIA CIVIL DEL CUARTO CIRCUITO. LIC. JUAN CARLOS ORTEGÓN DE LA FUENTE RÚBRICA. — [740, 1633, 940, 1686]
notice-publication-dates: (12 y 22) — [1060, 546, 1095, 556]
notice-body: En fecha 24 (veinticuatro) días del mes de Junio del año 2024 (dos mil veinticuatro), se admitió a trámite en la Notaría a mi cargo la Tramitación Extrajudicial del JUICIO SUCESORIO DE INTESTADO a bienes de la señora SANJUANA PEREZ MUÑIZ. Ordenándose las publicaciones de dos edictos mismos que se harán de diez en diez días en el Diario El Porvenir que se edita en esta Ciudad Monterrey, Nuevo León, convocando a las personas que se crean con derecho a la herencia para que comparezcan a deducirlo ante esta Notaría en el término de 30 días contados a partir de la última publicación. DOY FE. San Pedro Garza García, N.L., a 24 de junio de 2024. — [728, 1164, 952, 1290]
notice-signature: LIC. JUAN MANUEL GARCÍA CAÑAMAR NOTARIO PÚBLICO Titular No. 53 GACJ-740414-PY8 — [45, 587, 209, 618]
notice-publication-dates: (12 y 22) — [1298, 280, 1333, 290]
notice-signature: LIC. BERNABÉ ALEJANDRO DEL VALLE GÓMEZ. NOTARIO PÚBLICO NÚMERO 139 VAGB-850122-F25 — [977, 514, 1179, 545]
notice-title: AVISO NOTARIAL — [565, 1513, 640, 1523]
notice-title: PUBLICACION NOTARIAL — [1022, 319, 1133, 329]
column-3 — [491, 72, 721, 2565]
notice-title: AVISO NOTARIAL — [1278, 1546, 1354, 1556]
notice-title: AVISO NOTARIAL — [565, 1182, 640, 1193]
notice-body: Con fecha (21) de Junio del año (2024), ante la fe del Licenciado JULIO CÉSAR VALDEZ RODRÍGUEZ, Notario Público Suplente en funciones, adscrito a la Notaría Pública Número (75) Setenta y Cinco, de la cual es Titular el Licenciado IGNACIO GERARDO MARTÍNEZ GONZÁLEZ, con ejercicio en el Primer Distrito Registral, comparecieron los señores ANDRÉS AVELINO DURÁN GÓMEZ, PEDRO LUIS DURÁN GÓMEZ, LUIS FELIPE DURÁN GÓMEZ, JAVIER OCTAVIO DURÁN GÓMEZ, MARÍA ISABEL DURÁN GÓMEZ, JUAN CARLOS DURÁN GÓMEZ y PATRICIA DURÁN GÓMEZ, en su carácter de ÚNICOS Y UNIVERSALES HEREDEROS; el señor JAVIER OCTAVIO DURÁN GÓMEZ en su carácter de LEGATARIO y por último la señora PATRICIA DURÁN GÓMEZ como ALBACEA, con el fin de promover en tramitación Extrajudicial, la Sucesión Testamentaria a bienes de la señora MARÍA DE LA CONCEPCIÓN GÓMEZ DE DURÁN (también conocida como MARÍA DE LA CONCEPCIÓN GÓMEZ ARNAUD), con base en el Acta de Defunción número 3,876 de fecha 19 de octubre de 2014. Asimismo se exhibió el Testimonio de la Escritura Pública número 30,022 de fecha 26 de agosto de 2010, conforme a los artículos 881, 882 y demás relativos del Código de Procedimientos Civiles vigente en el Estado. Mediante la Radicación Extrajudicial Testamentaria, formalizada en la Escritura Pública Número (33,502) de fecha (21) de junio del (2024), pasada ante la fe del Licenciado JULIO CÉSAR VALDEZ RODRÍGUEZ, se reconocieron los derechos hereditarios y se designó a la señora PATRICIA DURÁN GÓMEZ como ALBACEA, quien aceptó el cargo que se le confirió y procederá a formular el inventario de los bienes de la Herencia. Todo lo anterior se hace constar en cumplimiento a lo numerales antes citados con el fin de que surtan sus efectos legales. DOY FE. San Pedro Garza García N.L. a 03 de Julio de 2024 Atentamente: — [16, 1077, 239, 1436]
notice-body: Por medio de la presente informo que el día 09 DE ENERO DEL 2024 a solicitud la señora OLGA NELLY LOPEZ MARTINEZ, por sus propios derechos, en su carácter de Heredera y la primera de ellas como ALBACEA respectivamente y de conformidad con los artículos 881 y 882 del Código de Procedimientos Civiles vigente en el Estado de Nuevo León, se declara abierto el JUICIO SUCESORIO INTESTAMENTARIO EXTRAJUDICIAL A BIENES DE ANTONIO SAUCEDA MARTINEZ, ACTA FUERA DE PROTOCOLO NÚMERO (039/41,310/24 CERO TREINTA Y NUEVE DIAGONAL CUARENTA MIL TRESCIENTOS DIEZ DIAGONAL VEINTICUATRO), a los 02 DE MAYO DEL 2024, Exhibiendo a la Notaría interviniente Acta de Defunción, así como las Actas de nacimiento de los herederos, justificando su entroncamiento con el autor de la Sucesión, además de acreditar el último domicilio del de cujus. Por otro lado, la señora OLGA NELLY LOPEZ MARTINEZ, acepta el cargo de Albacea que le fuera conferido por los herederos protestando su fiel y legal desempeño. Con fundamento en el Artículo 882 del Código de Procedimientos Civiles de Nuevo León, se da a conocer por medio de dos publicaciones que se harán de diez en diez en el periódico "El Porvenir", que se edita en esta ciudad. Monterrey, N.L. a 09 DE ENERO DEL 2024 — [728, 86, 952, 340]
newspaper-name: El Porvenir — [47, 17, 240, 62]
notice-title: PUBLICACION — [96, 1064, 159, 1074]
column-5 — [967, 72, 1197, 2565]
notice-signature: LIC. BERNABÉ ALEJANDRO DEL VALLE GOMEZ NOTARIO PÚBLICO NÚMERO 139 VAGB-850122-F25 — [502, 1750, 703, 1781]
notice-body: Con fecha 29 veintinueve de Mayo de 2024 dos mil veinticuatro, se inició en esta Notaría a mi cargo JUICIO SUCESORIO TESTAMENTARIO con intervención de Notario a bienes del señor SERGIO ENRIQUE JOSE RODRIGUEZ GONZALEZ, quien falleciera; el día 24 veinticuatro de Abril de 2009 dos mil nueve, habiendo comparecido el señor FEDERICO ANGEL RODRIGUEZ GONZALEZ en su carácter de Único y Universal Heredero y Albacea, quien acepta la herencia que le fue conferida, y el cargo de Albacea que se le confirió; por lo anterior se dan a conocer estas Declaraciones por medio de 2 dos publicaciones de 10 diez en 10 diez días. Lo que se publica en esta forma y en dos ocasiones que se harán de 10 diez en 10 diez días, en el periódico "El Porvenir", que se edita en la Ciudad de Monterrey, Nuevo León, atento a lo preceptuado por el artículo 882. — [1204, 1559, 1428, 1728]
issue-date: Lunes 22 de julio de 2024 — [1189, 32, 1433, 55]
legal-notice — [253, 565, 476, 781]
notice-publication-dates: (12 y 22) — [1060, 1431, 1095, 1441]
notice-title: AVISO NOTARIAL — [802, 1151, 878, 1161]
notice-publication-dates: (12 y 22) — [110, 618, 145, 629]
notice-publication-dates: (12 y 22) — [347, 1293, 383, 1303]
notice-signature: LIC. ANDRÉS ALONSO RODRÍGUEZ MERCADO. NOTARIO PÚBLICO TITULAR No. 149. ROMA82051124 — [742, 1101, 939, 1132]
legal-notice — [1204, 298, 1427, 589]
masthead-left — [16, 16, 240, 63]
